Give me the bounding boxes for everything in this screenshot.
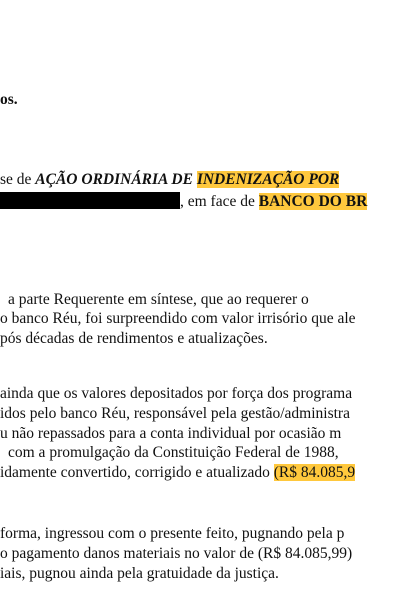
highlighted-action: INDENIZAÇÃO POR (196, 171, 340, 188)
paragraph-2-line-3: u não repassados para a conta individual por ocasião m (0, 425, 342, 442)
defendant-bank: BANCO DO BR (258, 193, 368, 210)
paragraph-2-line-2: idos pelo banco Réu, responsável pela gestão/administra (0, 405, 350, 422)
intro-face-de: , em face de (180, 193, 259, 210)
redacted-name (0, 192, 180, 209)
paragraph-1-line-3: pós décadas de rendimentos e atualizações. (0, 330, 268, 347)
intro-prefix: se de (0, 171, 36, 188)
paragraph-3-line-1: forma, ingressou com o presente feito, pugnando pela p (0, 525, 345, 542)
intro-line-2 (0, 192, 367, 211)
paragraph-2-line-5 (0, 463, 355, 482)
paragraph-1-line-2: o banco Réu, foi surpreendido com valor irrisório que ale (0, 310, 356, 327)
paragraph-2-line-4: com a promulgação da Constituição Federal de 1988, (8, 444, 339, 461)
paragraph-1-line-1: a parte Requerente em síntese, que ao requerer o (8, 291, 309, 308)
action-type: AÇÃO ORDINÁRIA DE (35, 171, 197, 188)
paragraph-3-line-3: iais, pugnou ainda pela gratuidade da justiça. (0, 565, 279, 582)
heading-fragment: os. (0, 91, 18, 108)
highlighted-amount: (R$ 84.085,9 (273, 464, 356, 481)
intro-line-1 (0, 170, 339, 189)
paragraph-2-line-5-text: idamente convertido, corrigido e atualizado (0, 464, 274, 481)
paragraph-3-line-2: o pagamento danos materiais no valor de (R$ 84.085,99) (0, 545, 353, 562)
paragraph-2-line-1: ainda que os valores depositados por força dos programa (0, 385, 353, 402)
